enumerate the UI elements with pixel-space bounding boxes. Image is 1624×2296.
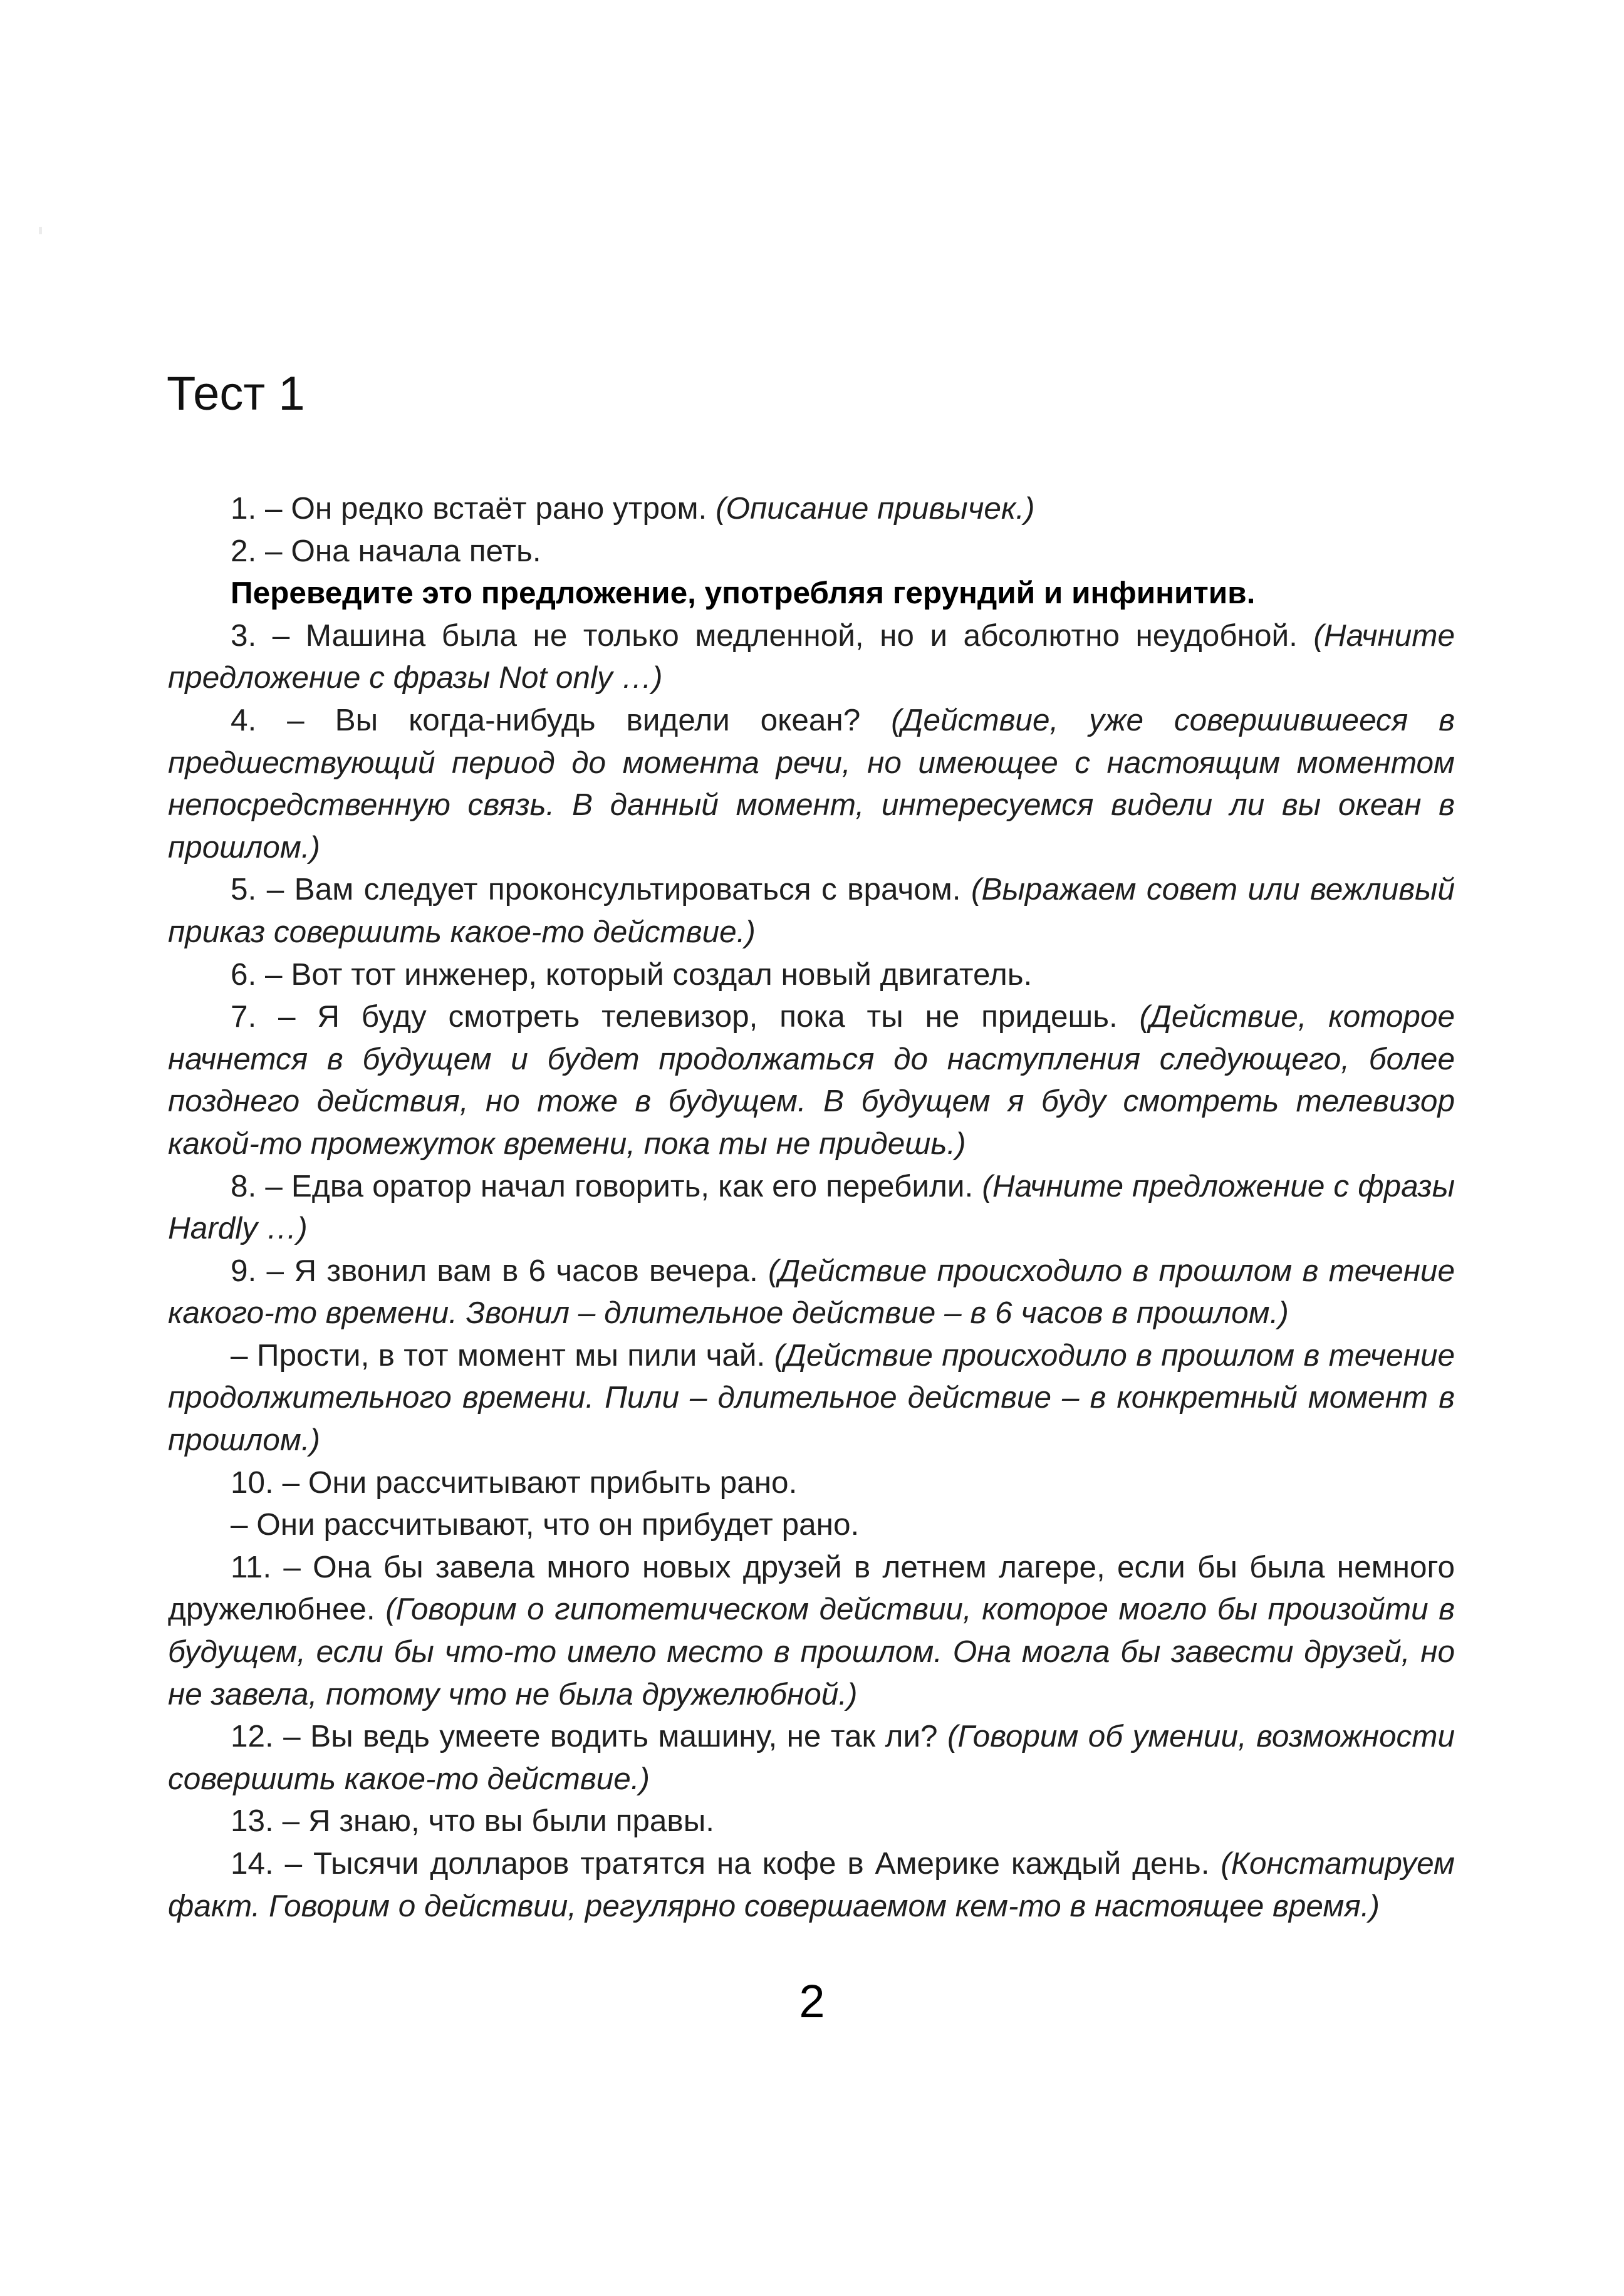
grammar-note: (Начните предложение с фразы Hardly …) [168, 1168, 1455, 1246]
exercise-item-10-alt [168, 1504, 1455, 1546]
exercise-item-14 [168, 1842, 1455, 1927]
sentence: 7. – Я буду смотреть телевизор, пока ты не придешь. [231, 999, 1118, 1034]
exercise-item-7 [168, 995, 1455, 1165]
grammar-note: (Начните предложение с фразы Not only …) [168, 618, 1455, 695]
exercise-item-4 [168, 699, 1455, 868]
instruction-text: Переведите это предложение, употребляя герундий и инфинитив. [231, 576, 1256, 611]
exercise-item-11 [168, 1546, 1455, 1715]
grammar-note: (Действие происходило в прошлом в течение продолжительного времени. Пили – длительное действие – в конкретный момент в прошлом.) [168, 1338, 1455, 1458]
grammar-note: (Описание привычек.) [716, 491, 1035, 526]
grammar-note: (Говорим об умении, возможности совершить какое-то действие.) [168, 1719, 1455, 1796]
page-title: Тест 1 [167, 367, 305, 420]
exercise-item-8 [168, 1165, 1455, 1250]
instruction-heading [168, 572, 1455, 615]
sentence: 5. – Вам следует проконсультироваться с врачом. [231, 872, 961, 907]
grammar-note: (Говорим о гипотетическом действии, которое могло бы произойти в будущем, если бы что-то имело место в прошлом. Она могла бы завести друзей, но не завела, потому что не была дружелюбной.) [168, 1592, 1455, 1712]
exercise-item-1 [168, 487, 1455, 530]
grammar-note: (Действие, которое начнется в будущем и будет продолжаться до наступления следующего, более позднего действия, но тоже в будущем. В будущем я буду смотреть телевизор какой-то промежуток времени, пока ты не придешь.) [168, 999, 1455, 1161]
grammar-note: (Действие происходило в прошлом в течение какого-то времени. Звонил – длительное действие – в 6 часов в прошлом.) [168, 1253, 1455, 1331]
sentence: 2. – Она начала петь. [231, 533, 541, 568]
exercise-item-5 [168, 868, 1455, 953]
exercise-item-9 [168, 1250, 1455, 1334]
sentence: 14. – Тысячи долларов тратятся на кофе в Америке каждый день. [231, 1846, 1210, 1881]
sentence: 4. – Вы когда-нибудь видели океан? [231, 702, 861, 737]
sentence: 12. – Вы ведь умеете водить машину, не так ли? [231, 1719, 938, 1754]
sentence: 11. – Она бы завела много новых друзей в летнем лагере, если бы была немного дружелюбнее. [168, 1549, 1455, 1627]
grammar-note: (Выражаем совет или вежливый приказ совершить какое-то действие.) [168, 872, 1455, 949]
sentence: – Они рассчитывают, что он прибудет рано. [231, 1507, 860, 1542]
sentence: 9. – Я звонил вам в 6 часов вечера. [231, 1253, 758, 1288]
exercise-item-6 [168, 953, 1455, 996]
exercise-item-12 [168, 1715, 1455, 1800]
exercise-item-2 [168, 530, 1455, 573]
sentence: 10. – Они рассчитывают прибыть рано. [231, 1465, 798, 1500]
exercise-list [168, 487, 1455, 1927]
exercise-item-13 [168, 1800, 1455, 1842]
page-number: 2 [799, 1975, 825, 2027]
grammar-note: (Констатируем факт. Говорим о действии, регулярно совершаемом кем-то в настоящее время.) [168, 1846, 1455, 1923]
exercise-item-3 [168, 615, 1455, 699]
sentence: 8. – Едва оратор начал говорить, как его перебили. [231, 1168, 974, 1203]
grammar-note: (Действие, уже совершившееся в предшествующий период до момента речи, но имеющее с настоящим моментом непосредственную связь. В данный момент, интересуемся видели ли вы океан в прошлом.) [168, 702, 1455, 865]
exercise-item-10 [168, 1462, 1455, 1504]
scan-speck [39, 227, 42, 234]
sentence: – Прости, в тот момент мы пили чай. [231, 1338, 766, 1373]
sentence: 13. – Я знаю, что вы были правы. [231, 1804, 715, 1839]
exercise-item-9-reply [168, 1334, 1455, 1462]
sentence: 1. – Он редко встаёт рано утром. [231, 491, 707, 526]
sentence: 3. – Машина была не только медленной, но и абсолютно неудобной. [231, 618, 1298, 653]
sentence: 6. – Вот тот инженер, который создал новый двигатель. [231, 957, 1033, 992]
